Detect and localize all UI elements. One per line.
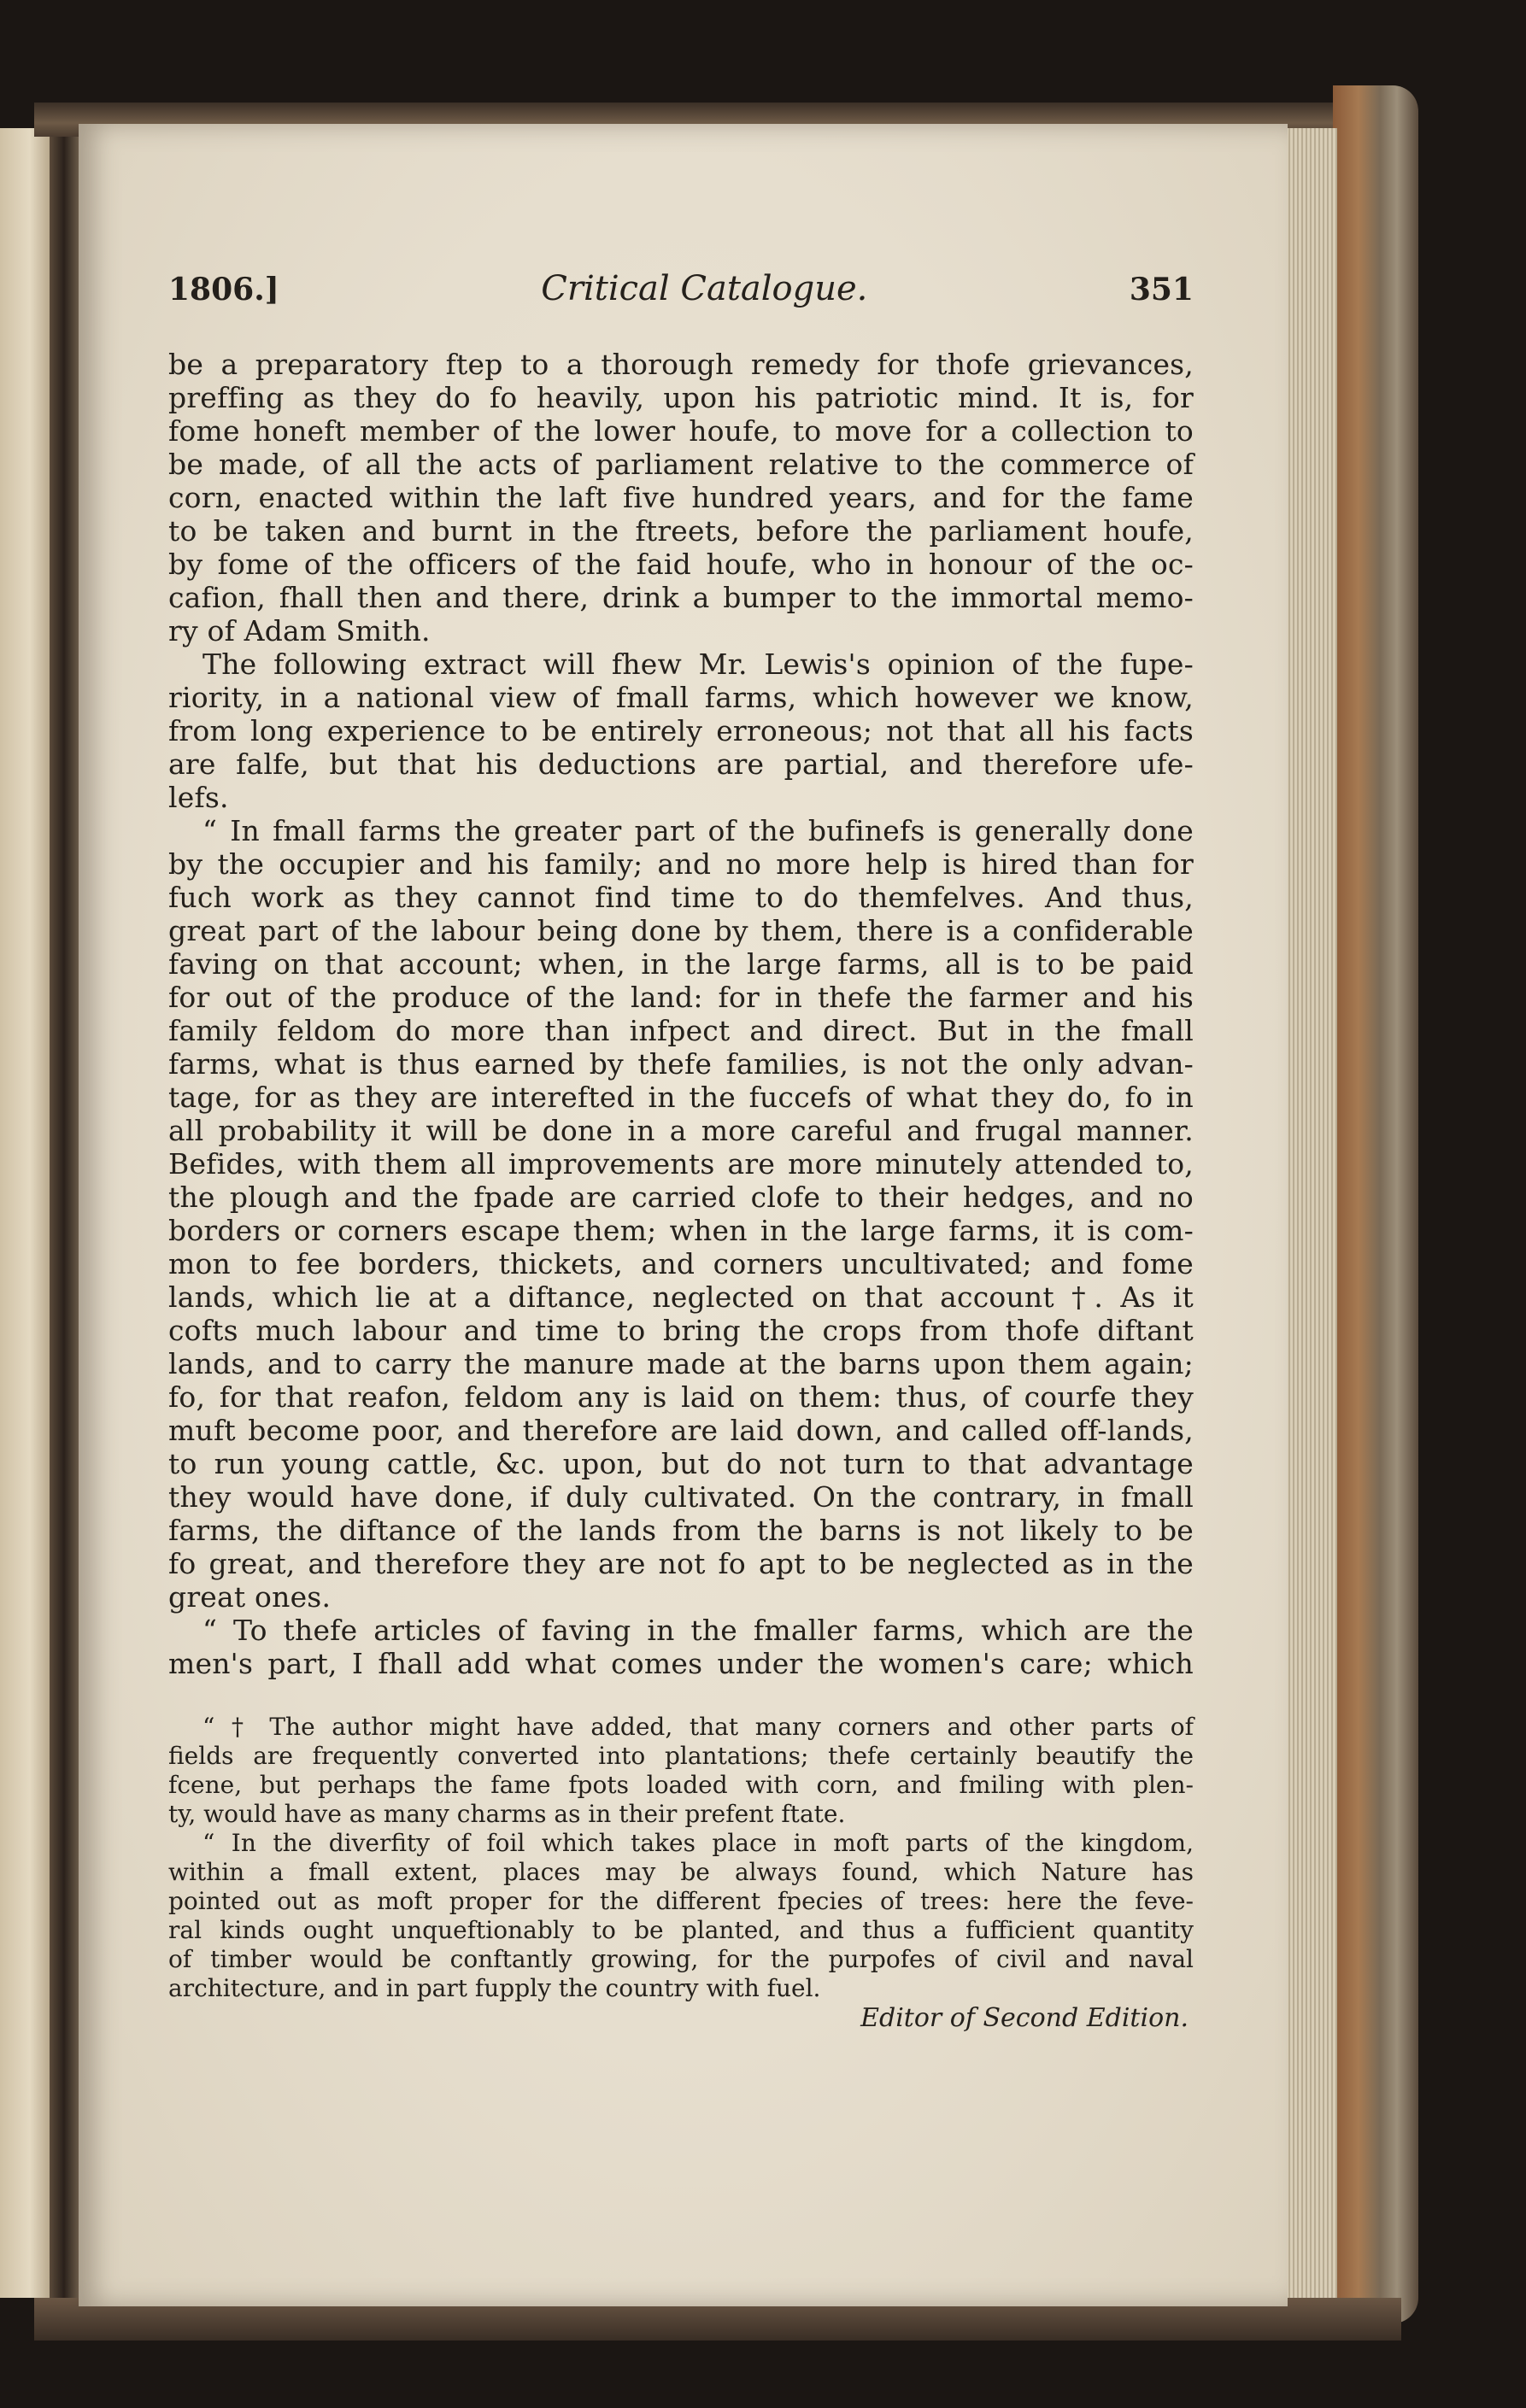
body-line: farms, what is thus earned by thefe families, is not the only advan- — [168, 1047, 1194, 1081]
facing-page-edge — [0, 128, 50, 2298]
body-text — [168, 348, 1194, 1680]
printed-page — [79, 124, 1288, 2306]
body-line: corn, enacted within the laft five hundred years, and for the fame — [168, 481, 1194, 514]
footnote-line: architecture, and in part fupply the country with fuel. — [168, 1974, 821, 2002]
body-line: to be taken and burnt in the ftreets, before the parliament houfe, — [168, 514, 1194, 548]
body-line: tage, for as they are interefted in the fuccefs of what they do, fo in — [168, 1081, 1194, 1114]
body-line: great part of the labour being done by them, there is a confiderable — [168, 914, 1194, 947]
body-line: lands, which lie at a diftance, neglected on that account †. As it — [168, 1280, 1194, 1314]
body-line: they would have done, if duly cultivated. On the contrary, in fmall — [168, 1480, 1194, 1514]
page-content — [168, 269, 1194, 2034]
page-block-edges — [1286, 128, 1337, 2315]
body-line: mon to fee borders, thickets, and corners uncultivated; and fome — [168, 1247, 1194, 1280]
body-line: Befides, with them all improvements are more minutely attended to, — [168, 1147, 1194, 1181]
body-line: from long experience to be entirely erroneous; not that all his facts — [168, 714, 1194, 747]
footnote-line: ty, would have as many charms as in their prefent ftate. — [168, 1800, 846, 1828]
body-line: fuch work as they cannot find time to do themfelves. And thus, — [168, 881, 1194, 914]
running-header — [168, 269, 1194, 329]
body-line: are falfe, but that his deductions are partial, and therefore ufe- — [168, 747, 1194, 781]
footnote-signature: Editor of Second Edition. — [860, 2003, 1189, 2033]
body-line: be made, of all the acts of parliament relative to the commerce of — [168, 448, 1194, 481]
body-line: faving on that account; when, in the large farms, all is to be paid — [168, 947, 1194, 981]
footnotes — [168, 1713, 1194, 2003]
book-cover-right — [1333, 85, 1418, 2323]
body-line: great ones. — [168, 1580, 332, 1614]
body-line: farms, the diftance of the lands from the barns is not likely to be — [168, 1514, 1194, 1547]
footnote-line: fcene, but perhaps the fame fpots loaded with corn, and fmiling with plen- — [168, 1771, 1194, 1799]
body-line: fo, for that reafon, feldom any is laid on them: thus, of courfe they — [168, 1380, 1194, 1414]
body-line: ry of Adam Smith. — [168, 614, 431, 647]
header-title: Critical Catalogue. — [541, 269, 868, 308]
footnote-line: pointed out as moft proper for the different fpecies of trees: here the feve- — [168, 1887, 1194, 1915]
body-line: lands, and to carry the manure made at the barns upon them again; — [168, 1347, 1194, 1380]
body-line: lefs. — [168, 781, 229, 814]
body-line: all probability it will be done in a more careful and frugal manner. — [168, 1114, 1194, 1147]
body-line: for out of the produce of the land: for in thefe the farmer and his — [168, 981, 1194, 1014]
footnote-line: “ In the diverfity of foil which takes place in moft parts of the kingdom, — [202, 1829, 1194, 1857]
footnote-line: “ † The author might have added, that many corners and other parts of — [202, 1713, 1194, 1741]
footnote-line: fields are frequently converted into plantations; thefe certainly beautify the — [168, 1742, 1194, 1770]
body-line: The following extract will fhew Mr. Lewis's opinion of the fupe- — [202, 647, 1194, 681]
body-line: to run young cattle, &c. upon, but do not turn to that advantage — [168, 1447, 1194, 1480]
body-line: cafion, fhall then and there, drink a bumper to the immortal memo- — [168, 581, 1194, 614]
header-year: 1806.] — [168, 272, 279, 308]
page-number: 351 — [1129, 272, 1194, 308]
body-line: “ To thefe articles of faving in the fmaller farms, which are the — [202, 1614, 1194, 1647]
body-line: riority, in a national view of fmall farms, which however we know, — [168, 681, 1194, 714]
body-line: by the occupier and his family; and no more help is hired than for — [168, 847, 1194, 881]
body-line: preffing as they do fo heavily, upon his patriotic mind. It is, for — [168, 381, 1194, 414]
body-line: fo great, and therefore they are not fo apt to be neglected as in the — [168, 1547, 1194, 1580]
book-gutter — [50, 120, 79, 2306]
body-line: the plough and the fpade are carried clofe to their hedges, and no — [168, 1181, 1194, 1214]
body-line: by fome of the officers of the faid houfe, who in honour of the oc- — [168, 548, 1194, 581]
footnote-line: of timber would be conftantly growing, for the purpofes of civil and naval — [168, 1945, 1194, 1973]
body-line: borders or corners escape them; when in the large farms, it is com- — [168, 1214, 1194, 1247]
body-line: fome honeft member of the lower houfe, to move for a collection to — [168, 414, 1194, 448]
footnote-line: ral kinds ought unqueftionably to be planted, and thus a fufficient quantity — [168, 1916, 1194, 1944]
body-line: family feldom do more than infpect and direct. But in the fmall — [168, 1014, 1194, 1047]
body-line: men's part, I fhall add what comes under the women's care; which — [168, 1647, 1194, 1680]
body-line: “ In fmall farms the greater part of the bufinefs is generally done — [202, 814, 1194, 847]
body-line: muft become poor, and therefore are laid down, and called off-lands, — [168, 1414, 1194, 1447]
footnote-line: within a fmall extent, places may be always found, which Nature has — [168, 1858, 1194, 1886]
body-line: be a preparatory ftep to a thorough remedy for thofe grievances, — [168, 348, 1194, 381]
body-line: cofts much labour and time to bring the crops from thofe diftant — [168, 1314, 1194, 1347]
